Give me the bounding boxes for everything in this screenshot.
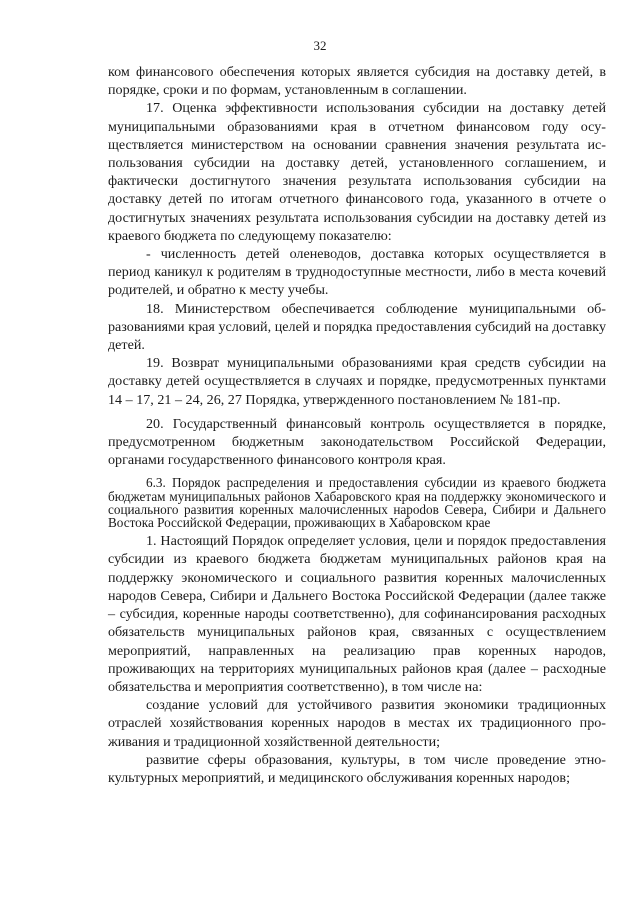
paragraph-18-compliance: 18. Министерством обеспечивается соблюдение муниципальными образованиями края условий, целей и порядка предоставления субсидий на доставку детей. xyxy=(108,300,606,354)
paragraph-20-financial-control: 20. Государственный финансовый контроль осуществляется в порядке, предусмотренном бюджетным законодательством Российской Федерации, органами государственного финансового контроля края. xyxy=(108,415,606,469)
document-body xyxy=(108,63,606,787)
paragraph-economy-development: создание условий для устойчивого развития экономики традиционных отраслей хозяйствования коренных народов в местах их традиционного проживания и традиционной хозяйственной деятельности; xyxy=(108,697,606,750)
paragraph-financial-support-end: ком финансового обеспечения которых является субсидия на доставку детей, в порядке, сроки и по формам, установленным в соглашении. xyxy=(108,64,606,99)
page-number: 32 xyxy=(313,38,327,53)
paragraph-19-refund: 19. Возврат муниципальными образованиями края средств субсидии на доставку детей осуществляется в случаях и порядке, предусмотренных пунктами 14 – 17, 21 – 24, 26, 27 Порядка, утвержденного постановлением № 181-пр. xyxy=(108,355,606,408)
paragraph-17-efficiency-assessment: 17. Оценка эффективности использования субсидии на доставку детей муниципальными образованиями края в отчетном финансовом году осуществляется министерством на основании сравнения значения результата использования субсидии на доставку детей, установленного соглашением, и фактически достигнутого значения результата использования субсидии на доставку детей по итогам отчетного финансового года, указанного в отчете о достигнутых значениях результата использования субсидии на доставку детей из краевого бюджета по следующему показателю: xyxy=(108,100,606,244)
section-title-6-3: 6.3. Порядок распределения и предоставления субсидии из краевого бюджета бюджетам муниципальных районов Хабаровского края на поддержку экономического и социального развития коренных малочисленных нароdов Севера, Сибири и Дальнего Востока Российской Федерации, проживающих в Хабаровском крае xyxy=(108,475,606,531)
paragraph-1-scope: 1. Настоящий Порядок определяет условия, цели и порядок предоставления субсидии из краевого бюджета бюджетам муниципальных районов края на поддержку экономического и социального развития коренных малочисленных народов Севера, Сибири и Дальнего Востока Российской Федерации (далее также – субсидия, коренные народы соответственно), для софинансирования расходных обязательств муниципальных районов края, связанных с осуществлением мероприятий, направленных на реализацию прав коренных народов, проживающих на территориях муниципальных районов края (далее – расходные обязательства и мероприятия соответственно), в том числе на: xyxy=(108,533,606,695)
paragraph-indicator-reindeer-children: - численность детей оленеводов, доставка которых осуществляется в период каникул к родителям в труднодоступные местности, либо в места кочевий родителей, и обратно к месту учебы. xyxy=(108,246,606,299)
paragraph-education-culture: развитие сферы образования, культуры, в том числе проведение этнокультурных мероприятий, и медицинского обслуживания коренных народов; xyxy=(108,751,606,786)
